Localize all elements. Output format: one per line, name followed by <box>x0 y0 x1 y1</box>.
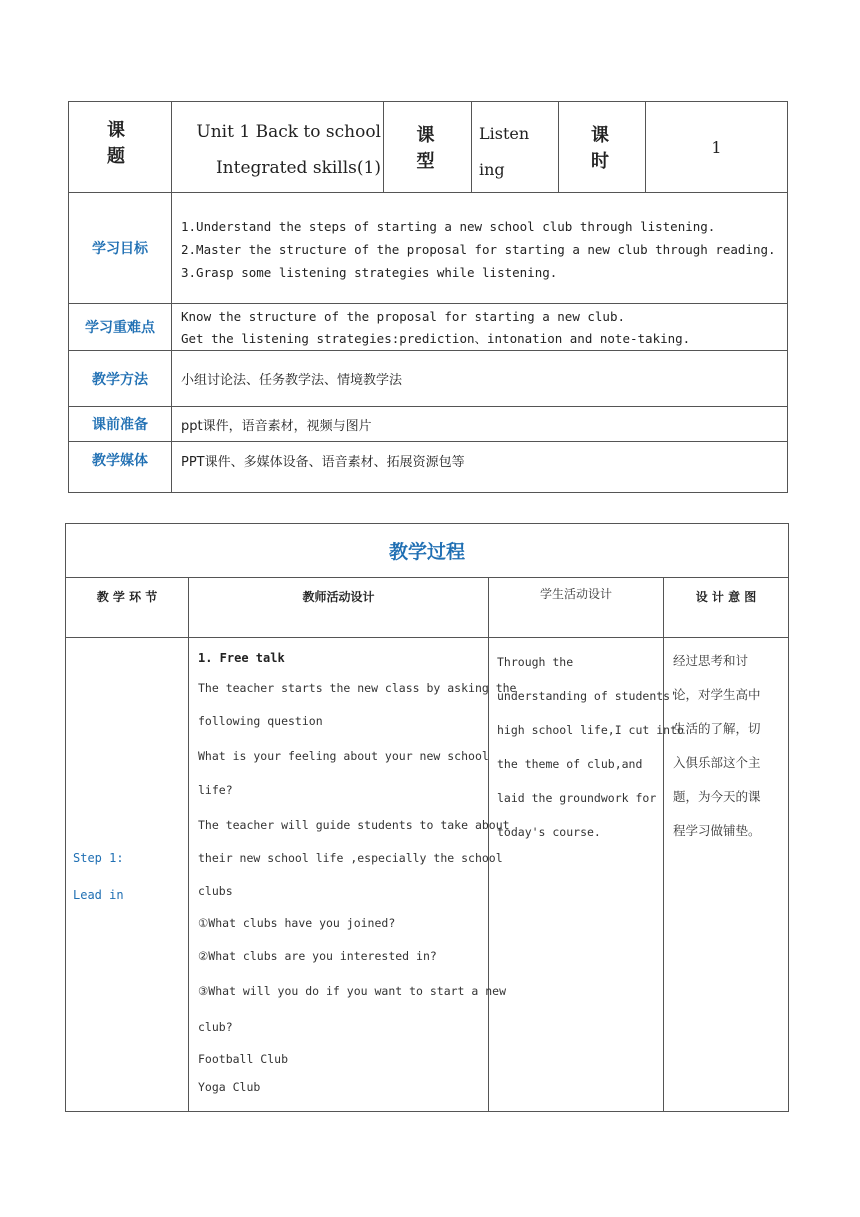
period-label-cell <box>559 102 646 193</box>
col-student-label: 学生活动设计 <box>539 587 612 601</box>
intent-line: 生活的了解，切 <box>673 721 761 736</box>
teacher-line: ①What clubs have you joined? <box>198 916 396 930</box>
type-label-cell <box>384 102 472 193</box>
student-line: today's course. <box>497 825 601 839</box>
student-line: laid the groundwork for <box>497 791 657 805</box>
key-points-label: 学习重难点 <box>69 304 172 351</box>
teacher-line: The teacher starts the new class by asking the <box>198 681 517 695</box>
teaching-process-table <box>65 523 789 1112</box>
type-value-cell <box>472 102 559 193</box>
key-point-item: Know the structure of the proposal for starting a new club. <box>181 309 626 324</box>
process-title-cell <box>66 524 789 578</box>
prep-label: 课前准备 <box>69 407 172 442</box>
col-teacher-header <box>189 578 489 638</box>
teacher-line: life? <box>198 783 233 797</box>
media-cell <box>172 442 788 493</box>
topic-line-2: Integrated skills(1) <box>215 158 381 178</box>
teacher-line: their new school life ,especially the school <box>198 851 503 865</box>
process-title: 教学过程 <box>389 541 466 563</box>
period-value-cell <box>646 102 788 193</box>
student-line: Through the <box>497 655 574 669</box>
key-point-item: Get the listening strategies:prediction、intonation and note-taking. <box>181 331 691 346</box>
col-stage-header <box>66 578 189 638</box>
col-intent-label: 设 计 意 图 <box>695 590 757 604</box>
objective-item: 1.Understand the steps of starting a new school club through listening. <box>181 219 716 234</box>
teacher-line: 1. Free talk <box>198 651 285 665</box>
col-student-header <box>489 578 664 638</box>
student-line: understanding of students' <box>497 689 678 703</box>
teacher-line: The teacher will guide students to take about <box>198 818 510 832</box>
lesson-info-table <box>68 101 788 493</box>
student-line: high school life,I cut into <box>497 723 684 737</box>
teacher-line: following question <box>198 714 323 728</box>
teacher-line: club? <box>198 1020 233 1034</box>
type-value-line-2: ing <box>479 160 505 179</box>
teacher-line: ②What clubs are you interested in? <box>198 949 437 963</box>
key-points-cell <box>172 304 788 351</box>
teacher-line: ③What will you do if you want to start a new <box>198 984 507 998</box>
col-stage-label: 教 学 环 节 <box>96 590 158 604</box>
teacher-line: Yoga Club <box>198 1080 261 1094</box>
topic-value-cell <box>172 102 384 193</box>
media-value: PPT课件、多媒体设备、语音素材、拓展资源包等 <box>181 455 465 470</box>
step-label: Step 1: <box>73 850 124 865</box>
col-teacher-label: 教师活动设计 <box>302 590 375 604</box>
stage-cell <box>66 638 189 1112</box>
intent-line: 经过思考和讨 <box>673 653 749 668</box>
objective-item: 2.Master the structure of the proposal for starting a new club through reading. <box>181 242 776 257</box>
intent-line: 程学习做铺垫。 <box>673 823 761 838</box>
methods-cell <box>172 351 788 407</box>
prep-cell <box>172 407 788 442</box>
topic-label-cell <box>69 102 172 193</box>
teacher-line: Football Club <box>198 1052 289 1066</box>
methods-value: 小组讨论法、任务教学法、情境教学法 <box>181 373 403 388</box>
teacher-line: clubs <box>198 884 233 898</box>
intent-line: 入俱乐部这个主 <box>673 755 761 770</box>
design-intent-cell <box>664 638 789 1112</box>
objectives-cell <box>172 193 788 304</box>
teacher-line: What is your feeling about your new school <box>198 749 489 763</box>
teacher-activity-cell <box>189 638 517 1112</box>
methods-label: 教学方法 <box>69 351 172 407</box>
topic-line-1: Unit 1 Back to school <box>196 122 381 142</box>
prep-value: ppt课件，语音素材，视频与图片 <box>181 418 372 434</box>
media-label: 教学媒体 <box>69 442 172 493</box>
student-line: the theme of club,and <box>497 757 643 771</box>
type-value-line-1: Listen <box>479 124 530 143</box>
period-value: 1 <box>711 137 722 157</box>
intent-line: 题，为今天的课 <box>673 789 761 804</box>
period-label: 课 时 <box>591 125 627 172</box>
topic-label: 课 题 <box>107 120 143 167</box>
type-label: 课 型 <box>416 125 453 172</box>
intent-line: 论，对学生高中 <box>673 687 761 702</box>
objective-item: 3.Grasp some listening strategies while listening. <box>181 265 558 280</box>
objectives-label: 学习目标 <box>69 193 172 304</box>
col-intent-header <box>664 578 789 638</box>
student-activity-cell <box>489 638 684 1112</box>
step-name: Lead in <box>73 887 124 902</box>
